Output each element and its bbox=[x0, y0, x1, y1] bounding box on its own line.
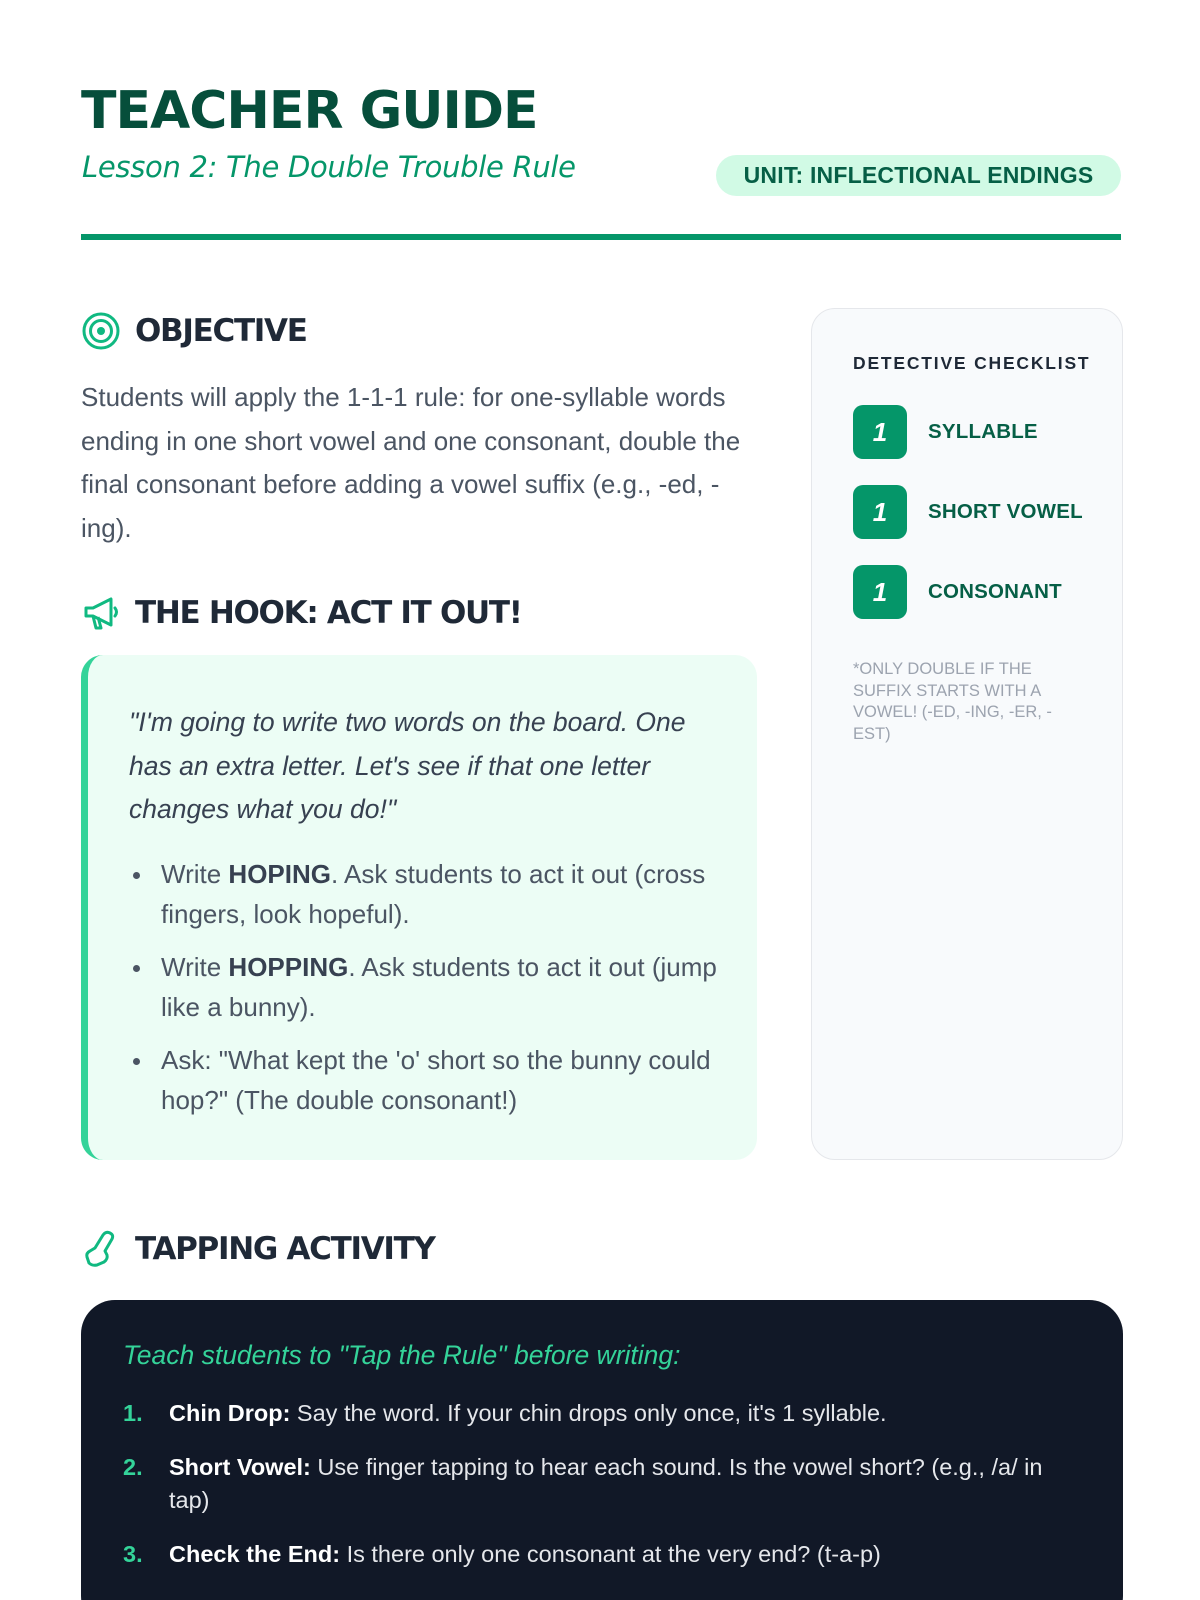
unit-badge: UNIT: INFLECTIONAL ENDINGS bbox=[716, 155, 1121, 196]
hook-quote: "I'm going to write two words on the board. One has an extra letter. Let's see if that one letter changes what you do!" bbox=[129, 707, 686, 824]
tapping-activity-box bbox=[81, 1300, 1123, 1600]
checklist-title: DETECTIVE CHECKLIST bbox=[853, 353, 1091, 373]
hook-steps-list bbox=[129, 854, 727, 1120]
checklist-item-label: SHORT VOWEL bbox=[928, 500, 1083, 523]
checklist-number-badge: 1 bbox=[853, 405, 907, 459]
checklist-item-label: CONSONANT bbox=[928, 580, 1062, 603]
hook-heading bbox=[81, 593, 522, 633]
list-item: 2. Short Vowel: Use finger tapping to hear each sound. Is the vowel short? (e.g., /a/ in tap) bbox=[123, 1454, 1043, 1513]
detective-checklist bbox=[811, 308, 1123, 1160]
guide-header bbox=[81, 80, 1121, 188]
checklist-item bbox=[853, 565, 1102, 619]
checklist-number-badge: 1 bbox=[853, 565, 907, 619]
hook-heading-label: THE HOOK: ACT IT OUT! bbox=[135, 595, 522, 631]
objective-heading-label: OBJECTIVE bbox=[135, 313, 307, 349]
page-title: TEACHER GUIDE bbox=[81, 81, 538, 141]
tapping-heading bbox=[81, 1229, 435, 1269]
list-item: 3. Check the End: Is there only one consonant at the very end? (t-a-p) bbox=[123, 1541, 881, 1567]
list-item: Write HOPPING. Ask students to act it out (jump like a bunny). bbox=[129, 947, 727, 1027]
list-item: Write HOPING. Ask students to act it out (cross fingers, look hopeful). bbox=[129, 854, 727, 934]
checklist-number-badge: 1 bbox=[853, 485, 907, 539]
tapping-intro: Teach students to "Tap the Rule" before writing: bbox=[123, 1340, 681, 1370]
tapping-steps-list bbox=[123, 1397, 1083, 1571]
objective-heading bbox=[81, 311, 307, 351]
list-item: 1. Chin Drop: Say the word. If your chin drops only once, it's 1 syllable. bbox=[123, 1400, 887, 1426]
tapping-heading-label: TAPPING ACTIVITY bbox=[135, 1231, 435, 1267]
lesson-subtitle: Lesson 2: The Double Trouble Rule bbox=[82, 150, 576, 184]
target-icon bbox=[81, 311, 121, 351]
checklist-note: *ONLY DOUBLE IF THE SUFFIX STARTS WITH A VOWEL! (-ED, -ING, -ER, -EST) bbox=[853, 660, 1052, 743]
checklist-item bbox=[853, 405, 1102, 459]
list-item: Ask: "What kept the 'o' short so the bunny could hop?" (The double consonant!) bbox=[129, 1040, 727, 1120]
objective-text: Students will apply the 1-1-1 rule: for one-syllable words ending in one short vowel and one consonant, double the final consonant before adding a vowel suffix (e.g., -ed, -ing). bbox=[81, 382, 741, 543]
hook-script-box bbox=[81, 655, 757, 1160]
header-divider bbox=[81, 234, 1121, 240]
checklist-item-label: SYLLABLE bbox=[928, 420, 1038, 443]
hand-pointer-icon bbox=[81, 1229, 121, 1269]
megaphone-icon bbox=[81, 593, 121, 633]
checklist-item bbox=[853, 485, 1102, 539]
